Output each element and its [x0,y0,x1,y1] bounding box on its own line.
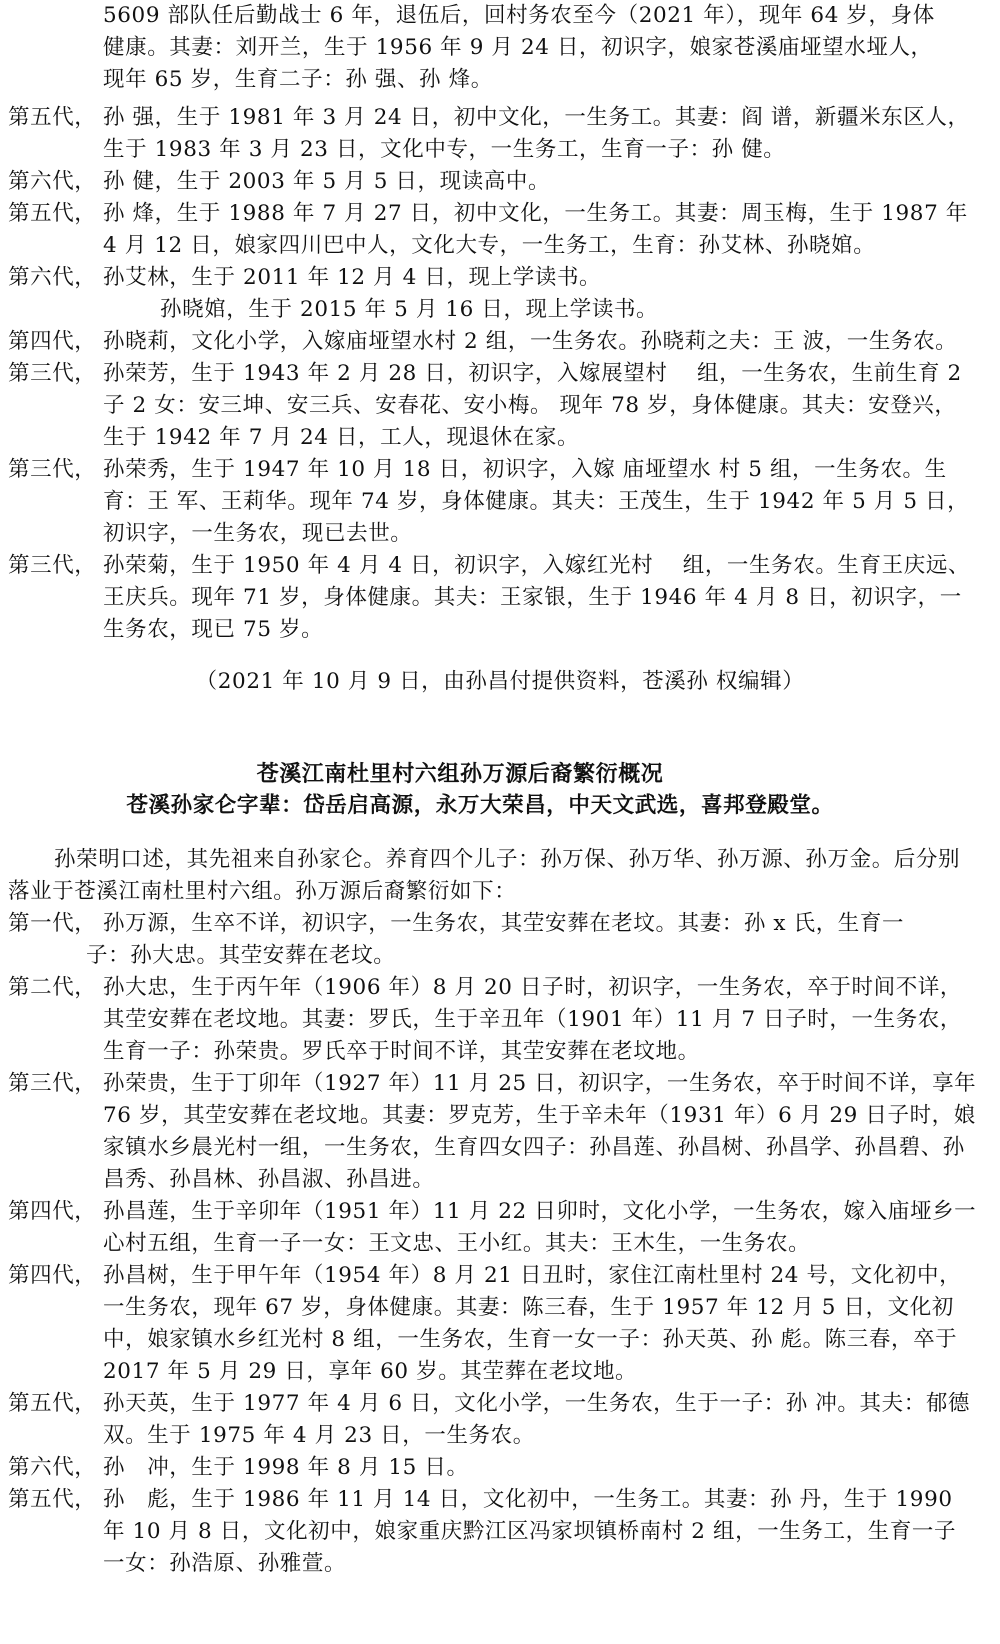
generation-entry [8,326,978,358]
generation-entry [8,1260,978,1388]
generation-text: 孙万源，生卒不详，初识字，一生务农，其茔安葬在老坟。其妻：孙 x 氏，生育一 [103,911,905,936]
generation-entry [8,198,978,262]
generation-entry [8,166,978,198]
generation-entry [8,454,978,550]
continuation-line: 5609 部队任后勤战士 6 年，退伍后，回村务农至今（2021 年），现年 64 岁，身体 [103,3,935,28]
generation-entry [8,1452,978,1484]
generation-entry [8,550,978,646]
generation-text: 孙晓莉，文化小学，入嫁庙垭望水村 2 组，一生务农。孙晓莉之夫：王 波，一生务农。 [103,329,958,354]
section-title: 苍溪江南杜里村六组孙万源后裔繁衍概况 [256,761,664,787]
editor-credit: （2021 年 10 月 9 日，由孙昌付提供资料，苍溪孙 权编辑） [195,669,805,694]
generation-label: 第三代， [8,1071,97,1096]
generation-text: 孙荣芳，生于 1943 年 2 月 28 日，初识字，入嫁展望村 组，一生务农，生前生育 2 子 2 女：安三坤、安三兵、安春花、安小梅。 现年 78 岁，身体健康。其夫：安登兴，生于 1942 年 7 月 24 日，工人，现退休在家。 [103,361,962,450]
generation-label: 第三代， [8,553,97,578]
generation-label: 第四代， [8,1199,97,1224]
generation-text: 孙荣菊，生于 1950 年 4 月 4 日，初识字，入嫁红光村 组，一生务农。生育王庆远、王庆兵。现年 71 岁，身体健康。其夫：王家银，生于 1946 年 4 月 8 日，初识字，一生务农，现已 75 岁。 [103,553,971,642]
generation-text: 孙 健，生于 2003 年 5 月 5 日，现读高中。 [103,169,551,194]
generation-entry [8,358,978,454]
generation-text: 孙 彪，生于 1986 年 11 月 14 日，文化初中，一生务工。其妻：孙 丹，生于 1990 年 10 月 8 日，文化初中，娘家重庆黔江区冯家坝镇桥南村 2 组，一生务工，生育一子一女：孙浩原、孙雅萱。 [103,1487,957,1576]
generation-entry [8,908,978,940]
generation-entry [8,262,978,294]
generation-entry [8,1388,978,1452]
generation-label: 第三代， [8,361,97,386]
generation-label: 第二代， [8,975,97,1000]
generation-text: 孙昌莲，生于辛卯年（1951 年）11 月 22 日卯时，文化小学，一生务农，嫁入庙垭乡一心村五组，生育一子一女：王文忠、王小红。其夫：王木生，一生务农。 [103,1199,977,1256]
generation-label: 第六代， [8,169,97,194]
generation-text: 孙大忠，生于丙午年（1906 年）8 月 20 日子时，初识字，一生务农，卒于时间不详，其茔安葬在老坟地。其妻：罗氏，生于辛丑年（1901 年）11 月 7 日子时，一生务农，生育一子：孙荣贵。罗氏卒于时间不详，其茔安葬在老坟地。 [103,975,962,1064]
generation-text: 孙 冲，生于 1998 年 8 月 15 日。 [103,1455,469,1480]
generation-label: 第一代， [8,911,97,936]
generation-text: 孙 烽，生于 1988 年 7 月 27 日，初中文化，一生务工。其妻：周玉梅，生于 1987 年 4 月 12 日，娘家四川巴中人，文化大专，一生务工，生育：孙艾林、孙晓婠。 [103,201,968,258]
generation-poem: 苍溪孙家仑字辈：岱岳启高源，永万大荣昌，中天文武选，喜邦登殿堂。 [126,793,834,818]
generation-text: 孙艾林，生于 2011 年 12 月 4 日，现上学读书。 [103,265,602,290]
continuation-line: 子：孙大忠。其茔安葬在老坟。 [86,943,396,968]
generation-entry [8,1196,978,1260]
generation-label: 第五代， [8,1391,97,1416]
continuation-line: 现年 65 岁，生育二子：孙 强、孙 烽。 [103,67,493,92]
generation-label: 第六代， [8,1455,97,1480]
generation-entry [8,1484,978,1580]
generation-text: 孙天英，生于 1977 年 4 月 6 日，文化小学，一生务农，生于一子：孙 冲。其夫：郁德双。生于 1975 年 4 月 23 日，一生务农。 [103,1391,971,1448]
generation-label: 第四代， [8,1263,97,1288]
sibling-line: 孙晓婠，生于 2015 年 5 月 16 日，现上学读书。 [160,297,659,322]
generation-label: 第五代， [8,105,97,130]
generation-text: 孙荣秀，生于 1947 年 10 月 18 日，初识字，入嫁 庙垭望水 村 5 组，一生务农。生育：王 军、王莉华。现年 74 岁，身体健康。其夫：王茂生，生于 1942 年 5 月 5 日，初识字，一生务农，现已去世。 [103,457,970,546]
continuation-line: 健康。其妻：刘开兰，生于 1956 年 9 月 24 日，初识字，娘家苍溪庙垭望水垭人， [103,35,933,60]
generation-label: 第五代， [8,201,97,226]
intro-paragraph: 孙荣明口述，其先祖来自孙家仑。养育四个儿子：孙万保、孙万华、孙万源、孙万金。后分别落业于苍溪江南杜里村六组。孙万源后裔繁衍如下： [8,847,961,904]
generation-label: 第四代， [8,329,97,354]
generation-label: 第五代， [8,1487,97,1512]
generation-label: 第三代， [8,457,97,482]
generation-entry [8,972,978,1068]
generation-text: 孙荣贵，生于丁卯年（1927 年）11 月 25 日，初识字，一生务农，卒于时间不详，享年 76 岁，其茔安葬在老坟地。其妻：罗克芳，生于辛未年（1931 年）6 月 29 日子时，娘家镇水乡晨光村一组，一生务农，生育四女四子：孙昌莲、孙昌树、孙昌学、孙昌碧、孙昌秀、孙昌林、孙昌淑、孙昌进。 [103,1071,977,1192]
generation-text: 孙昌树，生于甲午年（1954 年）8 月 21 日丑时，家住江南杜里村 24 号，文化初中，一生务农，现年 67 岁，身体健康。其妻：陈三春，生于 1957 年 12 月 5 日，文化初中，娘家镇水乡红光村 8 组，一生务农，生育一女一子：孙天英、孙 彪。陈三春，卒于 2017 年 5 月 29 日，享年 60 岁。其茔葬在老坟地。 [103,1263,962,1384]
generation-entry [8,1068,978,1196]
generation-entry [8,102,978,166]
generation-text: 孙 强，生于 1981 年 3 月 24 日，初中文化，一生务工。其妻：阎 谱，新疆米东区人，生于 1983 年 3 月 23 日，文化中专，一生务工，生育一子：孙 健。 [103,105,970,162]
generation-label: 第六代， [8,265,97,290]
